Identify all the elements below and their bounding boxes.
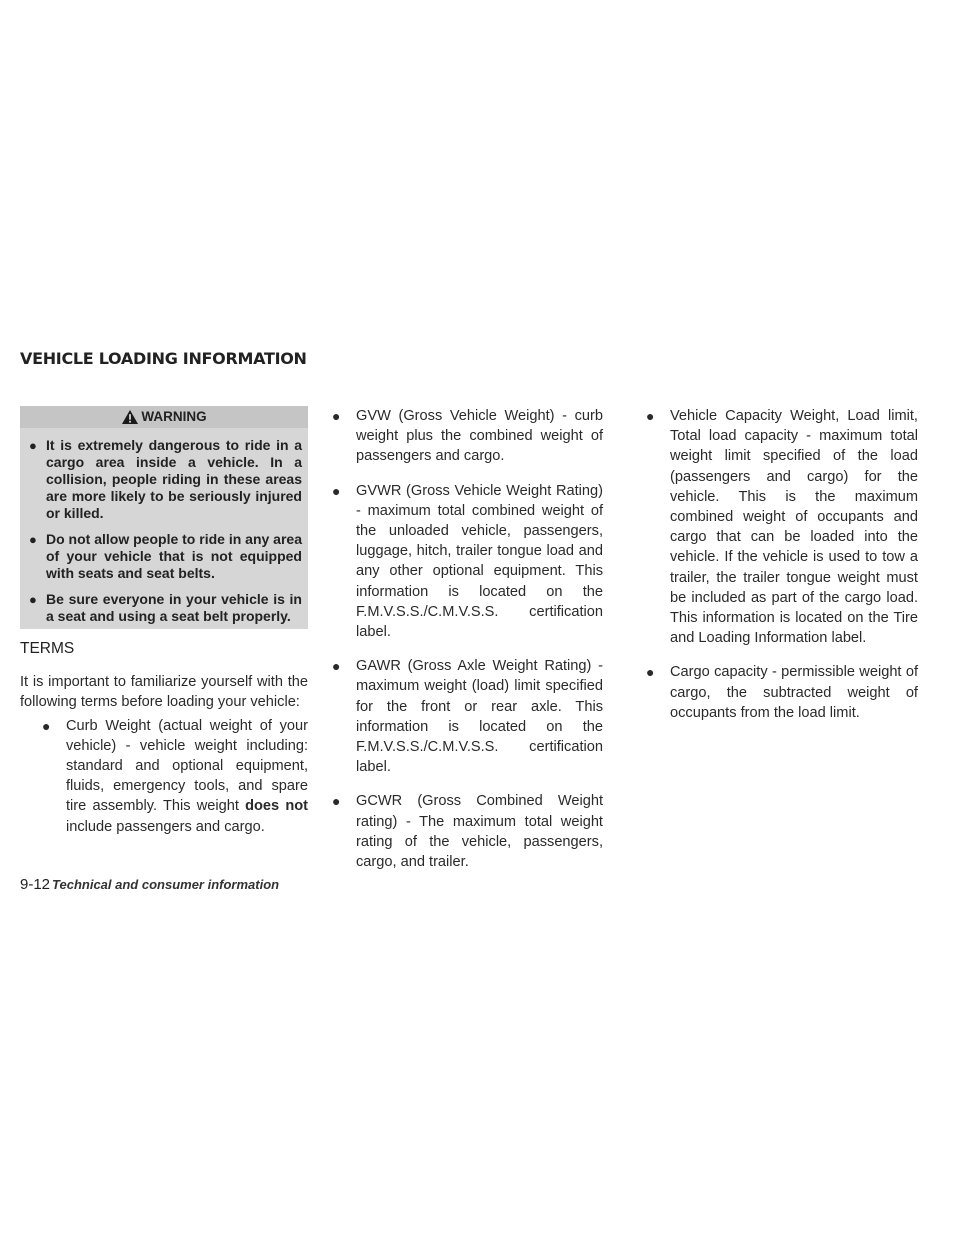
bullet-icon: ● — [29, 592, 37, 607]
curb-weight-text-before: Curb Weight (actual weight of your vehicle) - vehicle weight including: standard and optional equipment, fluids, emergency tools, and spare tire assembly. This weight — [66, 717, 308, 815]
term-text: GAWR (Gross Axle Weight Rating) - maximum weight (load) limit specified for the front or rear axle. This information is located on the F.M.V.S.S./C.M.V.S.S. certification label. — [356, 658, 603, 776]
term-cargo-capacity — [644, 662, 918, 723]
bullet-icon: ● — [42, 717, 51, 734]
terms-intro: It is important to familiarize yourself with the following terms before loading your vehicle: — [20, 674, 308, 711]
term-gvwr — [330, 481, 603, 643]
column-1 — [20, 406, 308, 851]
curb-weight-text-after: include passengers and cargo. — [66, 818, 265, 835]
section-title: VEHICLE LOADING INFORMATION — [20, 349, 307, 368]
warning-header — [20, 406, 308, 428]
column-3 — [644, 406, 918, 737]
warning-item — [26, 437, 302, 522]
term-text: GCWR (Gross Combined Weight rating) - The maximum total weight rating of the vehicle, passengers, cargo, and trailer. — [356, 793, 603, 871]
term-curb-weight — [40, 716, 308, 837]
warning-item-text: Do not allow people to ride in any area of your vehicle that is not equipped with seats and seat belts. — [46, 531, 302, 581]
term-text: GVW (Gross Vehicle Weight) - curb weight plus the combined weight of passengers and cargo. — [356, 408, 603, 465]
warning-triangle-icon — [121, 409, 139, 425]
terms-heading: TERMS — [20, 640, 75, 657]
term-gawr — [330, 656, 603, 777]
curb-weight-bold: does not — [245, 798, 309, 815]
bullet-icon: ● — [332, 658, 341, 675]
bullet-icon: ● — [646, 408, 655, 424]
term-text: Vehicle Capacity Weight, Load limit, Total load capacity - maximum total weight limit specified of the load (passengers and cargo) for the vehicle. This is the maximum combined weight of occupants and cargo that can be loaded into the vehicle. If the vehicle is used to tow a trailer, the trailer tongue weight must be included as part of the cargo load. This information is located on the Tire and Loading Information label. — [670, 408, 918, 647]
page-number: 9-12 — [20, 876, 51, 893]
term-text: Cargo capacity - permissible weight of cargo, the subtracted weight of occupants from the load limit. — [670, 664, 918, 721]
footer-title: Technical and consumer information — [52, 877, 280, 892]
term-text: GVWR (Gross Vehicle Weight Rating) - maximum total combined weight of the unloaded vehicle, passengers, luggage, hitch, trailer tongue load and any other optional equipment. This information is located on the F.M.V.S.S./C.M.V.S.S. certification label. — [356, 482, 603, 641]
warning-item-text: It is extremely dangerous to ride in a cargo area inside a vehicle. In a collision, people riding in these areas are more likely to be seriously injured or killed. — [46, 437, 302, 521]
bullet-icon: ● — [332, 408, 341, 424]
term-gcwr — [330, 791, 603, 872]
bullet-icon: ● — [332, 793, 341, 810]
warning-box — [20, 406, 308, 629]
bullet-icon: ● — [29, 438, 37, 453]
column-2 — [330, 406, 603, 886]
page-footer — [20, 876, 279, 893]
bullet-icon: ● — [29, 532, 37, 547]
warning-item-text: Be sure everyone in your vehicle is in a seat and using a seat belt properly. — [46, 591, 302, 624]
bullet-icon: ● — [646, 664, 655, 681]
bullet-icon: ● — [332, 482, 341, 499]
term-vehicle-capacity-weight — [644, 406, 918, 648]
warning-label: WARNING — [141, 408, 207, 424]
warning-item — [26, 531, 302, 582]
warning-item — [26, 591, 302, 625]
term-gvw — [330, 406, 603, 467]
